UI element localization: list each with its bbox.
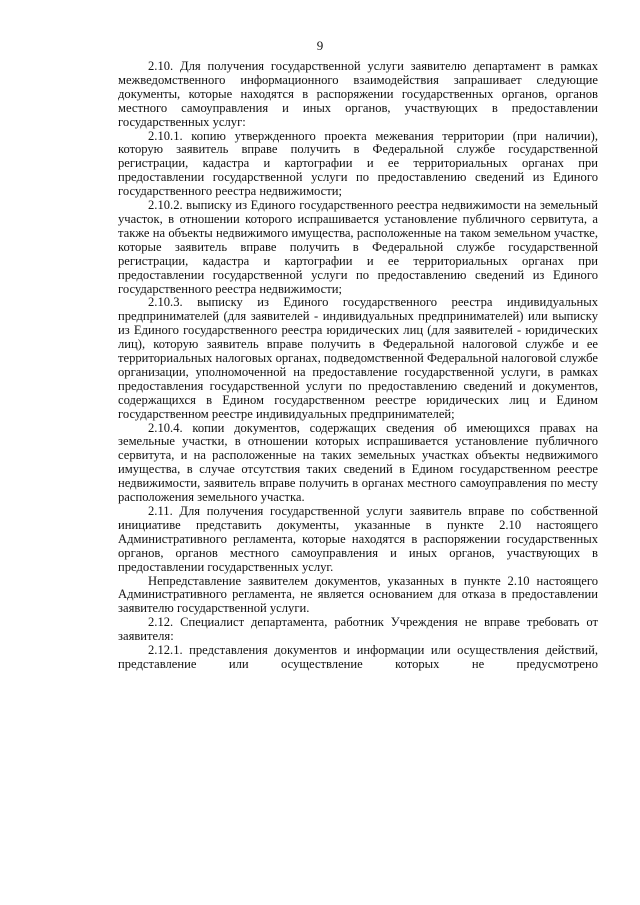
paragraph-2-10-3: 2.10.3. выписку из Единого государственного реестра индивидуальных предпринимателей (для заявителей - индивидуальных предпринимателей) или выписку из Единого государственного реестра юридических лиц (для заявителей - юридических лиц), которую заявитель вправе получить в Федеральной налоговой службе и ее территориальных налоговых органах, подведомственной Федеральной налоговой службе организации, уполномоченной на предоставление государственной услуги, в рамках предоставления государственной услуги по предоставлению сведений и документов, содержащихся в Едином государственном реестре юридических лиц и Едином государственном реестре индивидуальных предпринимателей; [118, 295, 598, 421]
paragraph-2-12: 2.12. Специалист департамента, работник Учреждения не вправе требовать от заявителя: [118, 615, 598, 644]
paragraph-2-10-1: 2.10.1. копию утвержденного проекта межевания территории (при наличии), которую заявитель вправе получить в Федеральной службе государственной регистрации, кадастра и картографии и ее территориальных органах при предоставлении государственной услуги по предоставлению сведений из Единого государственного реестра недвижимости; [118, 128, 598, 199]
document-body [118, 60, 598, 672]
paragraph-2-10: 2.10. Для получения государственной услуги заявителю департамент в рамках межведомственного информационного взаимодействия запрашивает следующие документы, которые находятся в распоряжении государственных органов, органов местного самоуправления и иных органов, участвующих в предоставлении государственных услуг: [118, 59, 598, 129]
paragraph-2-10-4: 2.10.4. копии документов, содержащих сведения об имеющихся правах на земельные участки, в отношении которых испрашивается установление публичного сервитута, и на расположенные на таких земельных участках объекты недвижимого имущества, в случае отсутствия таких сведений в Едином государственном реестре недвижимости, заявитель вправе получить в органах местного самоуправления по месту расположения земельного участка. [118, 420, 598, 505]
paragraph-2-11: 2.11. Для получения государственной услуги заявитель вправе по собственной инициативе представить документы, указанные в пункте 2.10 настоящего Административного регламента, которые находятся в распоряжении государственных органов, органов местного самоуправления и иных органов, участвующих в предоставлении государственных услуг. [118, 504, 598, 574]
paragraph-2-12-1: 2.12.1. представления документов и информации или осуществления действий, представление или осуществление которых не предусмотрено [118, 643, 598, 671]
paragraph-2-10-2: 2.10.2. выписку из Единого государственного реестра недвижимости на земельный участок, в отношении которого испрашивается установление публичного сервитута, а также на объекты недвижимого имущества, расположенные на таком земельном участке, которые заявитель вправе получить в Федеральной службе государственной регистрации, кадастра и картографии и ее территориальных органах при предоставлении государственной услуги по предоставлению сведений из Единого государственного реестра недвижимости; [118, 198, 598, 296]
page-number: 9 [316, 38, 324, 53]
paragraph-non-submission: Непредставление заявителем документов, указанных в пункте 2.10 настоящего Административного регламента, не является основанием для отказа в предоставлении заявителю государственной услуги. [118, 573, 598, 616]
